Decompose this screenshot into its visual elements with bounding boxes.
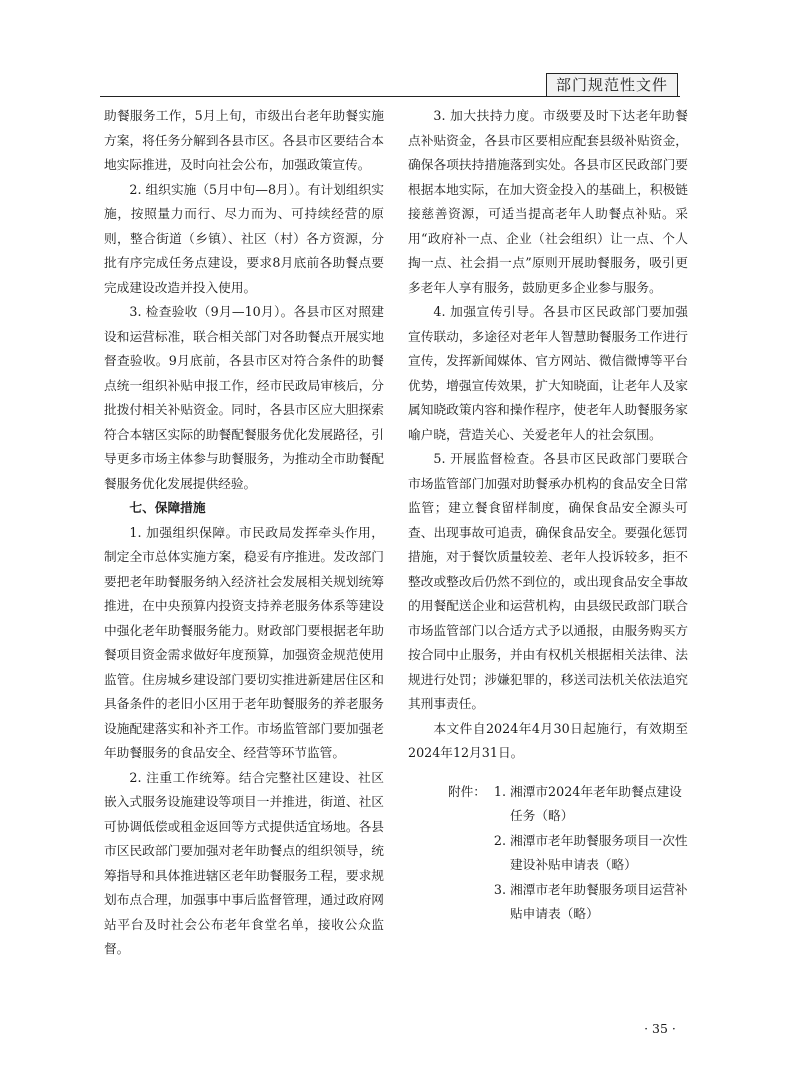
attachment-item (408, 878, 688, 927)
attachment-text: 湘潭市老年助餐服务项目一次性建设补贴申请表（略） (510, 832, 688, 872)
left-paragraph-2: 2. 组织实施（5月中旬—8月）。有计划组织实施，按照量力而行、尽力而为、可持续经营的原则，整合街道（乡镇）、社区（村）各方资源，分批有序完成任务点建设，要求8月底前各助餐点要完成建设改造并投入使用。 (104, 181, 384, 295)
left-paragraph-5: 2. 注重工作统筹。结合完整社区建设、社区嵌入式服务设施建设等项目一并推进，街道、社区可协调低偿或租金返回等方式提供适宜场地。各县市区民政部门要加强对老年助餐点的组织领导，统筹指导和具体推进辖区老年助餐服务工程，要求规划布点合理，加强事中事后监督管理，通过政府网站平台及时社会公布老年食堂名单，接收公众监督。 (104, 769, 384, 956)
attachment-number: 2. (493, 832, 506, 848)
page-number: · 35 · (644, 1021, 676, 1036)
right-paragraph-1: 3. 加大扶持力度。市级要及时下达老年助餐点补贴资金，各县市区要相应配套县级补贴资金，确保各项扶持措施落到实处。各县市区民政部门要根据本地实际，在加大资金投入的基础上，积极链接慈善资源，可适当提高老年人助餐点补贴。采用“政府补一点、企业（社会组织）让一点、个人掏一点、社会捐一点”原则开展助餐服务，吸引更多老年人享有服务，鼓励更多企业参与服务。 (408, 108, 688, 295)
header-rule (100, 96, 680, 97)
right-paragraph-2: 4. 加强宣传引导。各县市区民政部门要加强宣传联动，多途径对老年人智慧助餐服务工作进行宣传，发挥新闻媒体、官方网站、微信微博等平台优势，增强宣传效果，扩大知晓面，让老年人及家属知晓政策内容和操作程序，使老年人助餐服务家喻户晓，营造关心、关爱老年人的社会氛围。 (408, 304, 688, 442)
section-tag: 部门规范性文件 (546, 73, 678, 97)
attachments-label: 附件： (447, 783, 486, 799)
right-paragraph-4: 本文件自2024年4月30日起施行，有效期至2024年12月31日。 (408, 720, 688, 760)
right-paragraph-3: 5. 开展监督检查。各县市区民政部门要联合市场监管部门加强对助餐承办机构的食品安全日常监管；建立餐食留样制度，确保食品安全源头可查、出现事故可追责，确保食品安全。要强化惩罚措施，对于餐饮质量较差、老年人投诉较多，拒不整改或整改后仍然不到位的，或出现食品安全事故的用餐配送企业和运营机构，由县级民政部门联合市场监管部门以合适方式予以通报，由服务购买方按合同中止服务，并由有权机关根据相关法律、法规进行处罚；涉嫌犯罪的，移送司法机关依法追究其刑事责任。 (408, 451, 688, 711)
attachment-number: 3. (493, 881, 506, 897)
attachments-list (408, 780, 688, 927)
left-column (104, 104, 384, 962)
section-heading: 七、保障措施 (129, 500, 206, 515)
attachment-text: 湘潭市老年助餐服务项目运营补贴申请表（略） (510, 881, 688, 921)
attachment-item (408, 780, 688, 829)
left-paragraph-1: 助餐服务工作，5月上旬，市级出台老年助餐实施方案，将任务分解到各县市区。各县市区要结合本地实际推进，及时向社会公布，加强政策宣传。 (104, 108, 384, 172)
attachment-item (408, 829, 688, 878)
right-column (408, 104, 688, 927)
attachment-number: 1. (493, 783, 506, 799)
attachment-text: 湘潭市2024年老年助餐点建设任务（略） (510, 783, 682, 823)
left-paragraph-3: 3. 检查验收（9月—10月）。各县市区对照建设和运营标准，联合相关部门对各助餐点开展实地督查验收。9月底前，各县市区对符合条件的助餐点统一组织补贴申报工作，经市民政局审核后，分批拨付相关补贴资金。同时，各县市区应大胆探索符合本辖区实际的助餐配餐服务优化发展路径，引导更多市场主体参与助餐服务，为推动全市助餐配餐服务优化发展提供经验。 (104, 304, 384, 491)
left-paragraph-4: 1. 加强组织保障。市民政局发挥牵头作用，制定全市总体实施方案，稳妥有序推进。发改部门要把老年助餐服务纳入经济社会发展相关规划统筹推进，在中央预算内投资支持养老服务体系等建设中强化老年助餐服务能力。财政部门要根据老年助餐项目资金需求做好年度预算，加强资金规范使用监管。住房城乡建设部门要切实推进新建居住区和具备条件的老旧小区用于老年助餐服务的养老服务设施配建落实和补齐工作。市场监管部门要加强老年助餐服务的食品安全、经营等环节监管。 (104, 524, 384, 760)
